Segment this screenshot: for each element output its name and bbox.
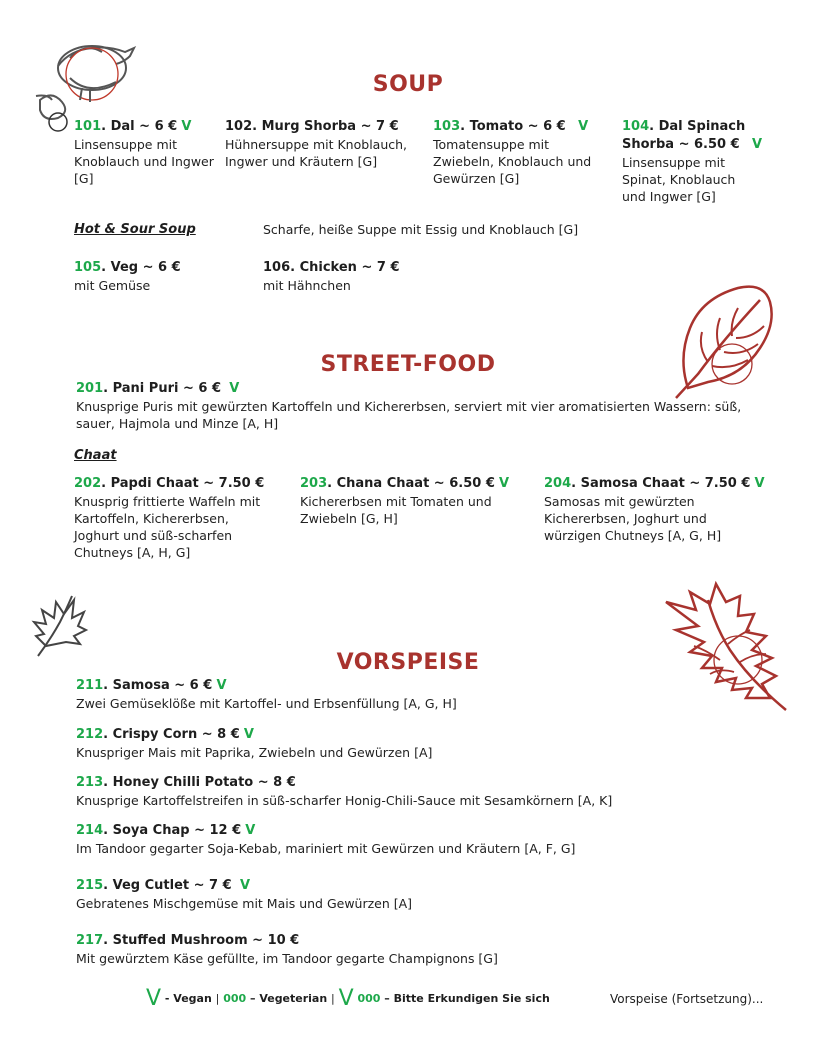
item-name: . Tomato ~ 6 € [460,119,566,134]
menu-item-211 [76,677,457,712]
vegan-icon: V [338,986,354,1011]
menu-item-101 [74,118,224,187]
menu-item-102 [225,118,425,170]
item-name: . Stuffed Mushroom ~ 10 € [103,933,300,948]
vegan-icon: V [216,678,227,693]
item-description: Gebratenes Mischgemüse mit Mais und Gewürzen [A] [76,896,413,911]
item-name: . Veg Cutlet ~ 7 € [103,878,232,893]
item-name: . Pani Puri ~ 6 € [103,381,222,396]
item-number: 201 [76,381,104,396]
item-number: 101 [74,119,102,134]
menu-item-103 [433,118,611,187]
item-description: Kichererbsen mit Tomaten und Zwiebeln [G, H] [300,494,492,526]
section-title-soup: SOUP [372,72,444,97]
item-number: 212 [76,727,104,742]
item-description: Tomatensuppe mit Zwiebeln, Knoblauch und Gewürzen [G] [433,137,592,186]
vegan-icon: V [752,137,763,152]
menu-item-201 [76,380,776,432]
menu-item-104 [622,118,782,205]
item-description: Zwei Gemüseklöße mit Kartoffel- und Erbsenfüllung [A, G, H] [76,696,457,711]
item-name: . Dal ~ 6 € [101,119,178,134]
legend-vegetarian: – Vegeterian [246,992,332,1005]
vegetarian-mark: 000 [357,992,381,1005]
item-description: Mit gewürztem Käse gefüllte, im Tandoor gegarte Champignons [G] [76,951,498,966]
menu-item-217 [76,932,498,967]
item-name: . Chana Chaat ~ 6.50 € [327,476,495,491]
item-number: 211 [76,678,104,693]
menu-item-213 [76,774,612,809]
item-number: 204 [544,476,572,491]
menu-item-105 [74,259,181,294]
section-title-street-food: STREET-FOOD [320,352,496,377]
item-number: 202 [74,476,102,491]
section-title-vorspeise: VORSPEISE [336,650,480,675]
menu-item-214 [76,822,575,857]
vegan-icon: V [239,878,250,893]
legend [146,986,550,1011]
item-number: 104 [622,119,650,134]
legend-separator: | [331,992,335,1005]
item-description: Knusprige Puris mit gewürzten Kartoffeln und Kichererbsen, serviert mit vier aromatisierten Wassern: süß, sauer, Hajmola und Minze [A, H] [76,399,742,431]
item-description: Im Tandoor gegarter Soja-Kebab, mariniert mit Gewürzen und Kräutern [A, F, G] [76,841,576,856]
vegan-icon: V [754,476,765,491]
menu-item-202 [74,475,284,561]
vegan-icon: V [243,727,254,742]
vegan-icon: V [146,986,162,1011]
menu-item-212 [76,726,432,761]
item-name: . Veg ~ 6 € [101,260,181,275]
item-number: 217 [76,933,104,948]
item-name: . Crispy Corn ~ 8 € [103,727,240,742]
item-description: Knusprig frittierte Waffeln mit Kartoffeln, Kichererbsen, Joghurt und süß-scharfen Chutneys [A, H, G] [74,494,261,560]
vegan-icon: V [181,119,192,134]
vegan-icon: V [578,119,589,134]
vegan-icon: V [245,823,256,838]
item-description: mit Gemüse [74,278,151,293]
menu-item-215 [76,877,412,912]
vegan-icon: V [229,381,240,396]
leaf-illustration-3 [650,580,790,715]
hot-sour-description: Scharfe, heiße Suppe mit Essig und Knoblauch [G] [263,222,579,237]
menu-item-203 [300,475,536,527]
item-number: 213 [76,775,104,790]
item-name: . Honey Chilli Potato ~ 8 € [103,775,296,790]
item-description: Samosas mit gewürzten Kichererbsen, Joghurt und würzigen Chutneys [A, G, H] [544,494,722,543]
item-name: . Samosa ~ 6 € [103,678,213,693]
item-name: . Papdi Chaat ~ 7.50 € [101,476,265,491]
item-description: mit Hähnchen [263,278,351,293]
item-number: 103 [433,119,461,134]
menu-item-106 [263,259,400,294]
item-name: 102. Murg Shorba ~ 7 € [225,119,399,134]
vegan-icon: V [499,476,510,491]
item-description: Hühnersuppe mit Knoblauch, Ingwer und Kräutern [G] [225,137,408,169]
item-description: Knuspriger Mais mit Paprika, Zwiebeln und Gewürzen [A] [76,745,433,760]
item-name: . Samosa Chaat ~ 7.50 € [571,476,751,491]
item-number: 214 [76,823,104,838]
continued-note: Vorspeise (Fortsetzung)... [610,992,764,1006]
legend-vegan: - Vegan [161,992,216,1005]
legend-separator: | [215,992,220,1005]
item-name: . Soya Chap ~ 12 € [103,823,242,838]
legend-ask: – Bitte Erkundigen Sie sich [380,992,550,1005]
item-description: Knusprige Kartoffelstreifen in süß-scharfer Honig-Chili-Sauce mit Sesamkörnern [A, K] [76,793,613,808]
item-number: 105 [74,260,102,275]
item-name: 106. Chicken ~ 7 € [263,260,400,275]
hot-sour-title: Hot & Sour Soup [74,222,196,237]
vegetarian-mark: 000 [223,992,247,1005]
item-name-line2: Shorba ~ 6.50 € [622,137,740,152]
item-name: . Dal Spinach [649,119,746,134]
menu-item-204 [544,475,784,544]
item-number: 203 [300,476,328,491]
item-description: Linsensuppe mit Knoblauch und Ingwer [G] [74,137,214,186]
chaat-title: Chaat [74,448,117,463]
item-description: Linsensuppe mit Spinat, Knoblauch und Ingwer [G] [622,155,736,204]
item-number: 215 [76,878,104,893]
